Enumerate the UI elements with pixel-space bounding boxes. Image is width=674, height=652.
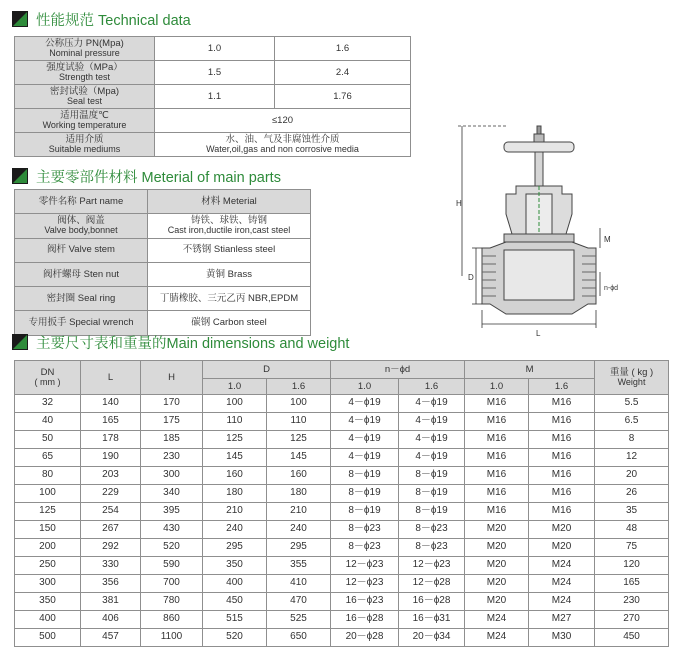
- table-cell: M16: [465, 395, 529, 413]
- table-cell: 295: [267, 539, 331, 557]
- table-cell: 180: [267, 485, 331, 503]
- table-cell: 515: [203, 611, 267, 629]
- part-name-cell: 阀杆 Valve stem: [15, 238, 148, 262]
- table-row: [15, 611, 669, 629]
- row-label: 密封试验（Mpa) Seal test: [15, 85, 155, 109]
- table-cell: 160: [267, 467, 331, 485]
- stem-top-shape: [534, 134, 544, 142]
- table-cell: 355: [267, 557, 331, 575]
- table-header-row: [15, 361, 669, 379]
- table-row: [15, 413, 669, 431]
- table-cell: M16: [529, 413, 595, 431]
- table-cell: 40: [15, 413, 81, 431]
- table-cell: 8－ϕ19: [331, 503, 399, 521]
- table-cell: 520: [203, 629, 267, 647]
- table-cell: 12: [595, 449, 669, 467]
- table-cell: 35: [595, 503, 669, 521]
- material-header: 材料 Meterial: [148, 190, 311, 214]
- table-cell: 4－ϕ19: [399, 431, 465, 449]
- table-cell: 8－ϕ19: [399, 485, 465, 503]
- table-cell: 125: [267, 431, 331, 449]
- table-cell: 185: [141, 431, 203, 449]
- table-cell: 8－ϕ23: [331, 539, 399, 557]
- dimensions-table: [14, 360, 669, 647]
- technical-data-table: [14, 36, 411, 157]
- table-cell: 780: [141, 593, 203, 611]
- table-cell: 12－ϕ28: [399, 575, 465, 593]
- pressure-subheader: 1.6: [529, 379, 595, 395]
- table-row: [15, 485, 669, 503]
- table-cell: 150: [15, 521, 81, 539]
- table-cell: M16: [529, 449, 595, 467]
- table-cell: M16: [529, 467, 595, 485]
- table-cell: 4－ϕ19: [399, 449, 465, 467]
- table-cell: M16: [529, 503, 595, 521]
- pressure-subheader: 1.6: [267, 379, 331, 395]
- table-cell: M24: [529, 575, 595, 593]
- value-cell: 1.76: [275, 85, 411, 109]
- table-cell: 110: [267, 413, 331, 431]
- material-cell: 不锈钢 Stianless steel: [148, 238, 311, 262]
- table-cell: 4－ϕ19: [331, 431, 399, 449]
- table-cell: 650: [267, 629, 331, 647]
- bonnet-flange-shape: [504, 234, 574, 242]
- dimensions-title: 主要尺寸表和重量的Main dimensions and weight: [36, 335, 350, 352]
- table-cell: 700: [141, 575, 203, 593]
- value-cell: 1.5: [155, 61, 275, 85]
- table-cell: 5.5: [595, 395, 669, 413]
- table-cell: M16: [529, 395, 595, 413]
- table-cell: 50: [15, 431, 81, 449]
- table-row: [15, 521, 669, 539]
- technical-data-title: 性能规范 Technical data: [36, 12, 191, 29]
- table-cell: 525: [267, 611, 331, 629]
- table-cell: M16: [465, 485, 529, 503]
- section-marker-icon: [12, 11, 28, 27]
- table-cell: 8: [595, 431, 669, 449]
- nd-header: n－ϕd: [331, 361, 465, 379]
- table-row: [15, 503, 669, 521]
- dim-label-m: M: [604, 235, 611, 244]
- table-cell: 410: [267, 575, 331, 593]
- table-cell: 350: [203, 557, 267, 575]
- table-cell: 356: [81, 575, 141, 593]
- pressure-subheader: 1.0: [331, 379, 399, 395]
- table-cell: 254: [81, 503, 141, 521]
- value-cell: 2.4: [275, 61, 411, 85]
- dim-label-l: L: [536, 329, 541, 338]
- table-cell: 80: [15, 467, 81, 485]
- table-cell: M27: [529, 611, 595, 629]
- table-cell: 430: [141, 521, 203, 539]
- table-cell: 100: [15, 485, 81, 503]
- table-cell: M16: [465, 431, 529, 449]
- table-cell: 6.5: [595, 413, 669, 431]
- table-cell: M24: [465, 611, 529, 629]
- table-cell: 203: [81, 467, 141, 485]
- table-cell: 406: [81, 611, 141, 629]
- table-cell: 4－ϕ19: [331, 449, 399, 467]
- table-cell: 190: [81, 449, 141, 467]
- table-row: [15, 539, 669, 557]
- dim-label-h: H: [456, 199, 462, 208]
- table-cell: 100: [203, 395, 267, 413]
- pressure-subheader: 1.0: [465, 379, 529, 395]
- table-cell: 180: [203, 485, 267, 503]
- part-name-cell: 专用扳手 Special wrench: [15, 311, 148, 335]
- stem-tip-shape: [537, 126, 541, 134]
- value-cell: 1.1: [155, 85, 275, 109]
- table-row: [15, 449, 669, 467]
- m-header: M: [465, 361, 595, 379]
- table-cell: 20－ϕ28: [331, 629, 399, 647]
- table-cell: 350: [15, 593, 81, 611]
- table-cell: M16: [465, 503, 529, 521]
- table-cell: 8－ϕ23: [399, 539, 465, 557]
- table-cell: 457: [81, 629, 141, 647]
- table-cell: 267: [81, 521, 141, 539]
- table-cell: 381: [81, 593, 141, 611]
- table-cell: M16: [529, 431, 595, 449]
- table-row: [15, 85, 411, 109]
- table-cell: 170: [141, 395, 203, 413]
- table-cell: M20: [465, 575, 529, 593]
- l-header: L: [81, 361, 141, 395]
- table-cell: 8－ϕ19: [331, 485, 399, 503]
- table-row: [15, 557, 669, 575]
- table-cell: 16－ϕ28: [399, 593, 465, 611]
- table-cell: 8－ϕ23: [331, 521, 399, 539]
- table-cell: M20: [465, 593, 529, 611]
- table-cell: 4－ϕ19: [331, 395, 399, 413]
- table-cell: 125: [15, 503, 81, 521]
- table-cell: 340: [141, 485, 203, 503]
- table-cell: 8－ϕ19: [331, 467, 399, 485]
- table-cell: 860: [141, 611, 203, 629]
- table-cell: 4－ϕ19: [399, 395, 465, 413]
- table-cell: 229: [81, 485, 141, 503]
- table-cell: 500: [15, 629, 81, 647]
- material-cell: 黄铜 Brass: [148, 262, 311, 286]
- material-cell: 铸铁、球铁、铸钢 Cast iron,ductile iron,cast steel: [148, 214, 311, 238]
- table-cell: 400: [203, 575, 267, 593]
- gate-shape: [504, 250, 574, 300]
- pressure-subheader: 1.0: [203, 379, 267, 395]
- table-cell: 12－ϕ23: [399, 557, 465, 575]
- part-name-cell: 密封圈 Seal ring: [15, 287, 148, 311]
- table-cell: 8－ϕ23: [399, 521, 465, 539]
- handwheel-shape: [504, 142, 574, 152]
- table-cell: 210: [203, 503, 267, 521]
- value-cell: ≤120: [155, 109, 411, 133]
- table-cell: 200: [15, 539, 81, 557]
- table-cell: M24: [465, 629, 529, 647]
- table-cell: 230: [595, 593, 669, 611]
- table-cell: 590: [141, 557, 203, 575]
- table-cell: M20: [529, 521, 595, 539]
- table-cell: 48: [595, 521, 669, 539]
- section-marker-icon: [12, 334, 28, 350]
- table-cell: 450: [595, 629, 669, 647]
- table-cell: M20: [465, 539, 529, 557]
- h-header: H: [141, 361, 203, 395]
- table-cell: 75: [595, 539, 669, 557]
- d-header: D: [203, 361, 331, 379]
- material-table: [14, 189, 311, 336]
- table-cell: 330: [81, 557, 141, 575]
- table-row: [15, 575, 669, 593]
- table-cell: 292: [81, 539, 141, 557]
- table-cell: M20: [465, 557, 529, 575]
- table-cell: M16: [465, 449, 529, 467]
- table-row: [15, 431, 669, 449]
- value-cell: 1.6: [275, 37, 411, 61]
- table-cell: M16: [465, 467, 529, 485]
- table-row: [15, 37, 411, 61]
- weight-header: 重量 ( kg ) Weight: [595, 361, 669, 395]
- table-row: [15, 287, 311, 311]
- table-row: [15, 629, 669, 647]
- table-cell: 295: [203, 539, 267, 557]
- table-row: [15, 262, 311, 286]
- table-cell: 240: [267, 521, 331, 539]
- material-heading: [12, 166, 281, 186]
- table-cell: 210: [267, 503, 331, 521]
- table-cell: 120: [595, 557, 669, 575]
- technical-data-heading: [12, 9, 191, 29]
- row-label: 强度试验（MPa） Strength test: [15, 61, 155, 85]
- table-cell: 1100: [141, 629, 203, 647]
- value-cell: 1.0: [155, 37, 275, 61]
- table-cell: 395: [141, 503, 203, 521]
- table-cell: 140: [81, 395, 141, 413]
- value-cell: 水、油、气及非腐蚀性介质 Water,oil,gas and non corrosive media: [155, 133, 411, 157]
- dn-header: DN ( mm ): [15, 361, 81, 395]
- table-cell: 20－ϕ34: [399, 629, 465, 647]
- table-row: [15, 133, 411, 157]
- table-cell: M24: [529, 557, 595, 575]
- table-row: [15, 395, 669, 413]
- table-cell: 4－ϕ19: [399, 413, 465, 431]
- table-cell: 12－ϕ23: [331, 557, 399, 575]
- part-name-cell: 阀体、阀盖 Valve body,bonnet: [15, 214, 148, 238]
- table-row: [15, 214, 311, 238]
- table-cell: M20: [465, 521, 529, 539]
- table-cell: 300: [141, 467, 203, 485]
- row-label: 公称压力 PN(Mpa) Nominal pressure: [15, 37, 155, 61]
- table-cell: 20: [595, 467, 669, 485]
- dim-label-nd: n-ϕd: [604, 285, 619, 292]
- table-cell: 12－ϕ23: [331, 575, 399, 593]
- part-name-header: 零件名称 Part name: [15, 190, 148, 214]
- table-cell: 250: [15, 557, 81, 575]
- part-name-cell: 阀杆螺母 Sten nut: [15, 262, 148, 286]
- table-cell: 4－ϕ19: [331, 413, 399, 431]
- row-label: 适用介质 Suitable mediums: [15, 133, 155, 157]
- table-cell: 470: [267, 593, 331, 611]
- row-label: 适用温度℃ Working temperature: [15, 109, 155, 133]
- table-row: [15, 238, 311, 262]
- table-cell: 16－ϕ28: [331, 611, 399, 629]
- table-cell: 16－ϕ31: [399, 611, 465, 629]
- table-cell: 240: [203, 521, 267, 539]
- table-row: [15, 467, 669, 485]
- dim-label-d: D: [468, 273, 474, 282]
- table-cell: 32: [15, 395, 81, 413]
- dimensions-body: [15, 395, 669, 647]
- table-cell: 110: [203, 413, 267, 431]
- table-cell: 145: [203, 449, 267, 467]
- material-cell: 丁腈橡胶、三元乙丙 NBR,EPDM: [148, 287, 311, 311]
- table-cell: 300: [15, 575, 81, 593]
- table-row: [15, 61, 411, 85]
- table-cell: M30: [529, 629, 595, 647]
- dimensions-heading: [12, 332, 349, 352]
- table-cell: 178: [81, 431, 141, 449]
- table-cell: 125: [203, 431, 267, 449]
- table-cell: 230: [141, 449, 203, 467]
- pressure-subheader: 1.6: [399, 379, 465, 395]
- table-cell: 165: [595, 575, 669, 593]
- table-cell: 160: [203, 467, 267, 485]
- table-cell: M20: [529, 539, 595, 557]
- gate-valve-drawing: [446, 124, 624, 338]
- table-cell: 270: [595, 611, 669, 629]
- table-cell: 175: [141, 413, 203, 431]
- material-cell: 碳钢 Carbon steel: [148, 311, 311, 335]
- material-title: 主要零部件材料 Meterial of main parts: [36, 169, 281, 186]
- table-cell: 450: [203, 593, 267, 611]
- table-header-row: [15, 190, 311, 214]
- table-row: [15, 593, 669, 611]
- table-cell: 100: [267, 395, 331, 413]
- table-cell: 145: [267, 449, 331, 467]
- table-cell: M24: [529, 593, 595, 611]
- table-cell: M16: [465, 413, 529, 431]
- table-cell: 520: [141, 539, 203, 557]
- table-cell: M16: [529, 485, 595, 503]
- table-cell: 16－ϕ23: [331, 593, 399, 611]
- table-row: [15, 109, 411, 133]
- table-cell: 8－ϕ19: [399, 467, 465, 485]
- table-cell: 400: [15, 611, 81, 629]
- table-cell: 8－ϕ19: [399, 503, 465, 521]
- table-cell: 165: [81, 413, 141, 431]
- table-cell: 26: [595, 485, 669, 503]
- table-cell: 65: [15, 449, 81, 467]
- section-marker-icon: [12, 168, 28, 184]
- stem-shape: [535, 152, 543, 186]
